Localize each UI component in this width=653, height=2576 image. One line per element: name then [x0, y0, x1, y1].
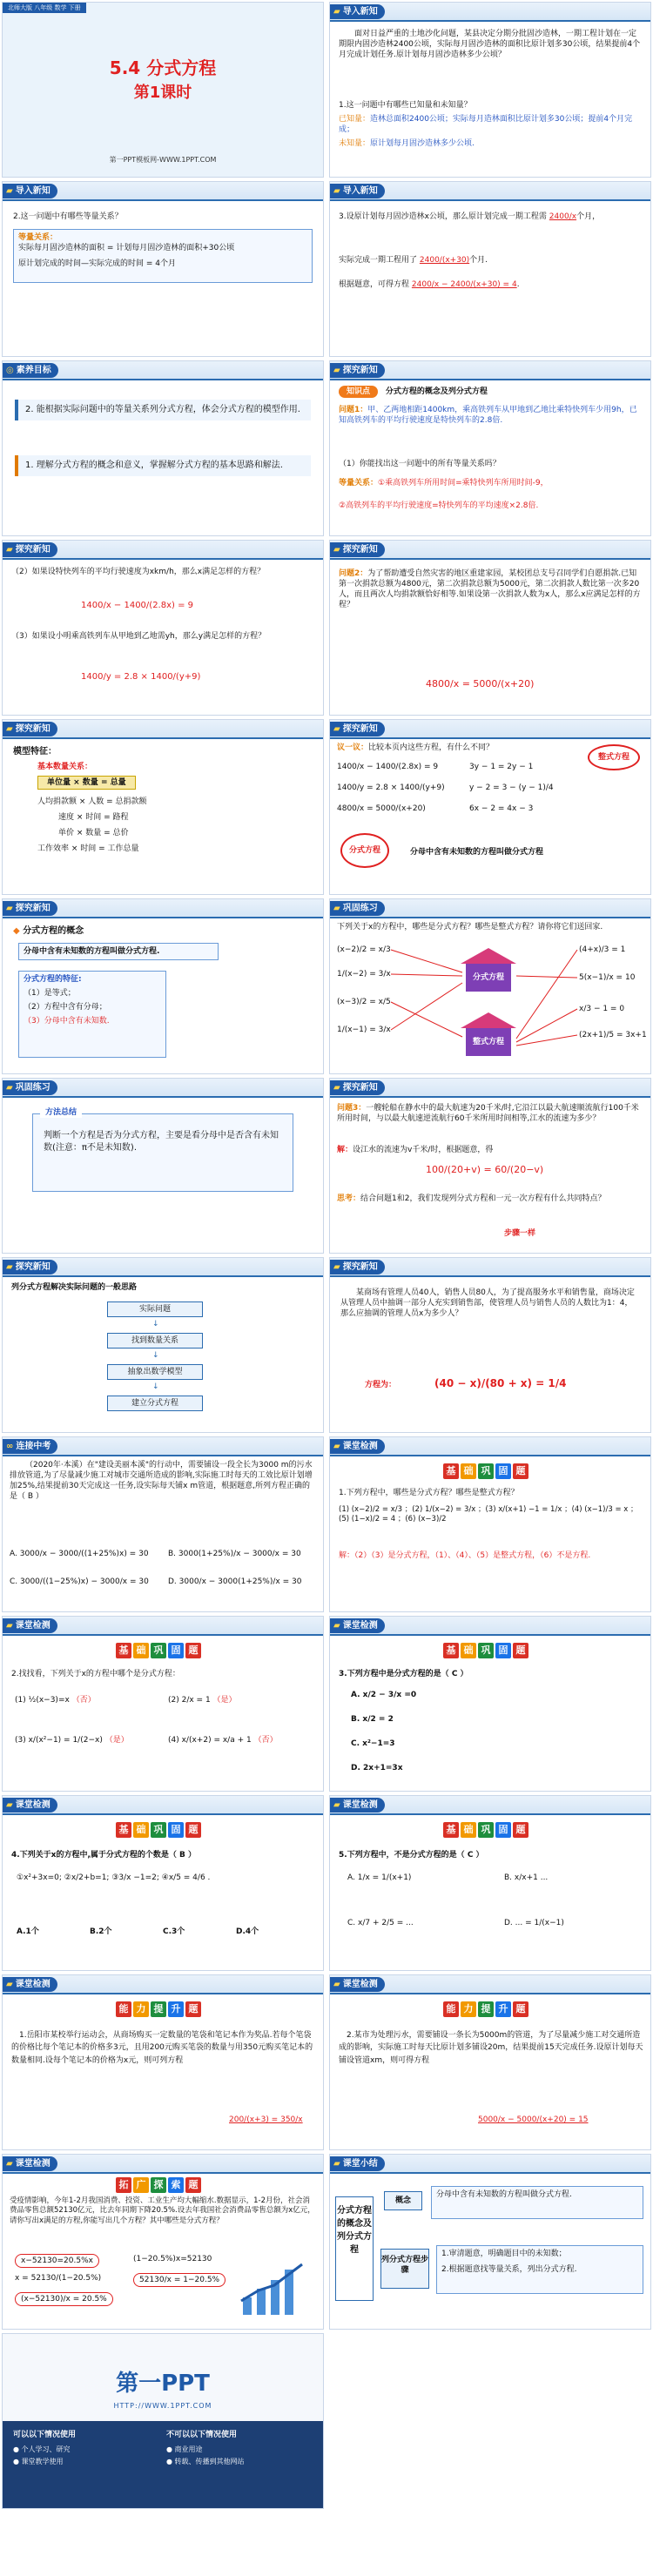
slide-header	[3, 182, 323, 201]
slide-header	[330, 720, 650, 739]
check2-mark-2: （是）	[212, 1696, 237, 1705]
section-tag-label: 课堂检测	[342, 1980, 378, 1989]
extension-eq-2: (1−20.5%)x=52130	[133, 2255, 212, 2263]
section-tag	[330, 1977, 385, 1992]
question-1: 1.这一问题中有哪些已知量和未知量？	[339, 101, 472, 110]
check1-equations: (1) (x−2)/2 = x/3 ；(2) 1/(x−2) = 3/x ；(3) x/(x+1) −1 = 1/x ；(4) (x−1)/3 = x ；(5) (1−x)/2 = 4 ；(6) (x−3)/2	[339, 1505, 638, 1524]
exam-option-a[interactable]: A. 3000/x − 3000/((1+25%)x) = 30	[10, 1550, 149, 1558]
check2-question: 2.找找看，下列关于x的方程中哪个是分式方程：	[11, 1670, 180, 1678]
section-tag	[330, 1618, 385, 1633]
problem1-text: 甲、乙两地相距1400km，乘高铁列车从甲地到乙地比乘特快列车少用9h，已知高铁列车的平均行驶速度是特快列车的2.8倍.	[339, 406, 637, 426]
slide-concept	[2, 898, 324, 1074]
goal-1: 1. 理解分式方程的概念和意义，掌握解分式方程的基本思路和解法.	[15, 455, 311, 476]
model-title: 模型特征：	[13, 747, 57, 757]
section-tag-label: 课堂检测	[15, 1800, 50, 1810]
section-tag	[3, 1977, 57, 1992]
section-tag-label: 探究新知	[342, 1262, 378, 1272]
goal-2: 2. 能根据实际问题中的等量关系列分式方程，体会分式方程的模型作用.	[15, 400, 311, 420]
exam-option-d[interactable]: D. 3000/x − 3000(1+25%)/x = 30	[168, 1577, 302, 1586]
relation-2: 速度 × 时间 = 路程	[58, 813, 129, 822]
slide-header	[3, 2155, 323, 2174]
problem2-label: 问题2：	[339, 569, 368, 578]
check5-option-d[interactable]: D. ... = 1/(x−1)	[504, 1919, 564, 1927]
card-eq-8: (2x+1)/5 = 3x+1	[579, 1031, 647, 1039]
slide-header	[330, 2155, 650, 2174]
section-tag-label: 探究新知	[342, 1083, 378, 1093]
equal-relation-label: 等量关系：	[339, 479, 379, 488]
check3-option-a[interactable]: A. x/2 − 3/x =0	[351, 1691, 417, 1699]
section-tag-label: 巩固练习	[342, 904, 378, 913]
known-label: 已知量：	[339, 115, 371, 124]
solve-text: 设江水的流速为v千米/时，根据题意，得	[353, 1146, 494, 1154]
section-tag-label: 课堂检测	[342, 1800, 378, 1810]
allowed-1: ● 个人学习、研究	[13, 2445, 71, 2453]
section-tag-label: 导入新知	[342, 7, 378, 17]
level-badge: 基 础 巩 固 题	[443, 1822, 530, 1838]
check2-item-1: (1) ½(x−3)=x （否）	[15, 1696, 96, 1705]
concept-heading: 分式方程的概念	[23, 926, 84, 936]
step3-line1-end: 个月，	[576, 212, 601, 221]
check4-question: 4.下列关于x的方程中,属于分式方程的个数是（ B ）	[11, 1851, 197, 1860]
section-tag-label: 探究新知	[15, 1262, 50, 1272]
slide-practice-houses	[329, 898, 651, 1074]
unknown-text: 原计划每月固沙造林多少公顷.	[370, 139, 475, 148]
level-badge: 拓 广 探 索 题	[116, 2177, 203, 2193]
step3-line3-end: .	[516, 280, 520, 289]
slide-header	[330, 3, 650, 22]
story-text: 面对日益严重的土地沙化问题，某县决定分期分批固沙造林，一期工程计划在一定期限内固沙造林2400公顷，实际每月固沙造林的面积比原计划多30公顷，结果提前4个月完成计划任务.原计划每月固沙造林多少公顷？	[339, 30, 641, 60]
level-badge: 基 础 巩 固 题	[116, 1643, 203, 1658]
book-icon: ▰	[333, 545, 340, 555]
flow-step-3: 抽象出数学模型	[107, 1364, 203, 1380]
book-icon: ▰	[6, 724, 13, 734]
book-icon: ▰	[333, 7, 340, 17]
book-icon: ▰	[333, 1083, 340, 1093]
feature-2: （2）方程中含有分母；	[24, 1003, 107, 1012]
equal-relation-1: ①乘高铁列车所用时间=乘特快列车所用时间-9，	[378, 479, 549, 488]
check1-answer: 解：（2）（3）是分式方程，（1）、（4）、（5）是整式方程，（6）不是方程.	[339, 1551, 591, 1560]
tip-text: 步骤一样	[504, 1229, 536, 1238]
check2-mark-3: （是）	[104, 1736, 129, 1745]
section-tag	[330, 363, 385, 378]
slide-header	[3, 1258, 323, 1277]
equation-b: 1400/y = 2.8 × 1400/(y+9)	[337, 784, 445, 792]
book-icon: ▰	[6, 1800, 13, 1810]
house-fractional-label: 分式方程	[466, 964, 511, 992]
definition-note: 分母中含有未知数的方程叫做分式方程	[410, 848, 544, 857]
extension-text: 受疫情影响，今年1-2月我国消费、投资、工业生产均大幅缩水.数据显示，1-2月份，社会消费品零售总额52130亿元，比去年同期下降20.5%.设去年我国社会消费品零售总额为x亿元，请你写出x满足的方程,你能写出几个方程？其中哪些是分式方程？	[10, 2196, 315, 2225]
link-icon: ∞	[6, 1442, 14, 1451]
section-tag-label: 探究新知	[15, 904, 50, 913]
slide-header	[3, 541, 323, 560]
section-tag-label: 探究新知	[15, 724, 50, 734]
discuss-text: 比较本页内这些方程，有什么不同？	[368, 743, 495, 752]
slide-header	[330, 361, 650, 380]
summary-side-label: 分式方程的概念及列分式方程	[335, 2196, 374, 2301]
question-2: 2.这一问题中有哪些等量关系？	[13, 212, 123, 221]
check5-option-c[interactable]: C. x/7 + 2/5 = ...	[347, 1919, 414, 1927]
card-eq-3: (x−3)/2 = x/5	[337, 998, 391, 1006]
slide-explore-4	[329, 1078, 651, 1254]
mall-equation: (40 − x)/(80 + x) = 1/4	[434, 1377, 567, 1389]
section-tag	[330, 1080, 385, 1095]
card-eq-5: (4+x)/3 = 1	[579, 945, 626, 954]
slide-explore-2	[2, 540, 324, 716]
slide-flowchart	[2, 1257, 324, 1433]
slide-header	[330, 1258, 650, 1277]
think-text: 结合问题1和2，我们发现列分式方程和一元一次方程有什么共同特点？	[360, 1194, 606, 1203]
ability1-equation: 200/(x+3) = 350/x	[229, 2115, 303, 2124]
extension-eq-1: x−52130=20.5%x	[15, 2254, 99, 2268]
card-eq-6: 5(x−1)/x = 10	[579, 973, 636, 982]
section-tag-label: 素养目标	[16, 366, 51, 375]
problem3-text: 一艘轮船在静水中的最大航速为20千米/时,它沿江以最大航速顺流航行100千米所用时间，与以最大航速逆流航行60千米所用时间相等,江水的流速为多少？	[337, 1104, 639, 1124]
section-tag-label: 巩固练习	[15, 1083, 50, 1093]
step3-line1: 3.设原计划每月固沙造林x公顷，那么原计划完成一期工程需	[339, 212, 547, 221]
problem3-label: 问题3：	[337, 1104, 367, 1113]
check2-item-3: (3) x/(x²−1) = 1/(2−x) （是）	[15, 1736, 129, 1745]
section-tag-label: 导入新知	[15, 186, 50, 196]
section-tag-label: 课堂检测	[342, 1621, 378, 1631]
flow-heading: 列分式方程解决实际问题的一般思路	[11, 1283, 138, 1292]
slide-check-3	[329, 1616, 651, 1792]
book-icon: ▰	[333, 724, 340, 734]
slide-header	[330, 1975, 650, 1994]
equal-relation-1: 实际每月固沙造林的面积 = 计划每月固沙造林的面积+30公顷	[18, 244, 235, 253]
slide-ability-2	[329, 1974, 651, 2150]
slide-intro-3	[329, 181, 651, 357]
brand-url[interactable]: HTTP://WWW.1PPT.COM	[113, 2402, 212, 2410]
slide-check-5	[329, 1795, 651, 1971]
unknown-label: 未知量：	[339, 139, 371, 148]
slide-header	[3, 1617, 323, 1636]
equation-a: 1400/x − 1400/(2.8x) = 9	[337, 763, 439, 771]
card-eq-2: 1/(x−2) = 3/x	[337, 970, 391, 979]
feature-title: 分式方程的特征:	[24, 975, 82, 984]
relation-1: 人均捐款额 × 人数 = 总捐款额	[37, 797, 147, 806]
slide-explore-1	[329, 360, 651, 536]
slide-header	[3, 1437, 323, 1456]
knowledge-point-title: 分式方程的概念及列分式方程	[385, 387, 488, 396]
book-icon: ▰	[333, 2159, 340, 2169]
check5-option-b[interactable]: B. x/x+1 ...	[504, 1873, 549, 1882]
book-icon: ▰	[6, 904, 13, 913]
card-eq-1: (x−2)/2 = x/3	[337, 945, 391, 954]
house-polynomial-label: 整式方程	[466, 1028, 511, 1056]
section-tag	[3, 1618, 57, 1633]
ability1-text: 1.岳阳市某校举行运动会，从商场购买一定数量的笔袋和笔记本作为奖品.若每个笔袋的价格比每个笔记本的价格多3元，且用200元购买笔袋的数量与用350元购买笔记本的数量相同.设每个笔记本的价格为x元，则可列方程	[11, 2031, 313, 2065]
summary-step-2: 2.根据题意找等量关系，列出分式方程.	[441, 2265, 577, 2275]
section-tag	[3, 1798, 57, 1813]
section-tag-label: 课堂检测	[15, 1621, 50, 1631]
summary-steps-label: 列分式方程步骤	[380, 2249, 429, 2289]
relation-3: 单价 × 数量 = 总价	[58, 829, 129, 837]
check4-option-b[interactable]: B.2个	[90, 1927, 112, 1936]
section-tag	[3, 1080, 57, 1095]
slide-header	[3, 1079, 323, 1098]
slide-compare	[329, 719, 651, 895]
allowed-2: ● 课堂教学使用	[13, 2458, 64, 2465]
growth-chart-icon	[238, 2259, 311, 2320]
exam-option-c[interactable]: C. 3000/((1−25%)x) − 3000/x = 30	[10, 1577, 149, 1586]
step3-frac2: 2400/(x+30)	[419, 256, 470, 265]
section-tag	[3, 542, 57, 557]
denied-2: ● 转载、传播到其他网站	[166, 2458, 245, 2465]
flow-step-2: 找到数量关系	[107, 1333, 203, 1349]
equation-c: 4800/x = 5000/(x+20)	[337, 804, 426, 813]
slide-ability-1	[2, 1974, 324, 2150]
section-tag-label: 连接中考	[16, 1442, 51, 1451]
slide-extension	[2, 2154, 324, 2330]
method-summary-label: 方法总结	[40, 1107, 82, 1118]
problem2-text: 为了帮助遭受自然灾害的地区重建家园，某校团总支号召同学们自愿捐款.已知第一次捐款总额为4800元，第二次捐款总额为5000元，第二次捐款人数比第一次多20人，而且两次人均捐款额恰好相等.如果设第一次捐款人数为x人，那么x应满足怎样的方程？	[339, 569, 641, 610]
section-tag	[330, 722, 385, 736]
page-title: 5.4 分式方程	[109, 57, 217, 78]
slide-header	[330, 1437, 650, 1456]
step3-equation: 2400/x − 2400/(x+30) = 4	[411, 280, 517, 289]
section-tag-label: 探究新知	[342, 366, 378, 375]
problem3-equation: 100/(20+v) = 60/(20−v)	[426, 1164, 544, 1175]
slide-header	[3, 720, 323, 739]
section-tag	[330, 4, 385, 19]
method-summary-text: 判断一个方程是否为分式方程，主要是看分母中是否含有未知数(注意：π不是未知数).	[44, 1131, 279, 1153]
check5-question: 5.下列方程中，不是分式方程的是（ C ）	[339, 1851, 484, 1860]
slide-model	[2, 719, 324, 895]
level-badge: 能 力 提 升 题	[116, 2001, 203, 2017]
denied-1: ● 商业用途	[166, 2445, 203, 2453]
problem1-label: 问题1：	[339, 406, 368, 414]
equation-e: y − 2 = 3 − (y − 1)/4	[469, 784, 554, 792]
equation-2: 1400/x − 1400/(2.8x) = 9	[81, 601, 194, 610]
slide-exam	[2, 1436, 324, 1612]
denied-title: 不可以以下情况使用	[166, 2431, 238, 2439]
slide-check-4	[2, 1795, 324, 1971]
slide-title	[2, 2, 324, 178]
arrow-down-icon: ↓	[152, 1351, 159, 1360]
section-tag-label: 课堂检测	[15, 1980, 50, 1989]
section-tag-label: 探究新知	[342, 545, 378, 555]
section-tag	[3, 184, 57, 198]
check2-item-2: (2) 2/x = 1 （是）	[168, 1696, 237, 1705]
flow-step-4: 建立分式方程	[107, 1396, 203, 1411]
check4-option-a[interactable]: A.1个	[17, 1927, 39, 1936]
card-eq-7: x/3 − 1 = 0	[579, 1005, 625, 1013]
problem1-question: （1）你能找出这一问题中的所有等量关系吗？	[339, 460, 501, 468]
equal-relation-label: 等量关系：	[18, 233, 58, 242]
section-tag	[3, 1260, 57, 1275]
step3-frac1: 2400/x	[549, 212, 577, 221]
section-tag	[3, 901, 57, 916]
summary-concept-text: 分母中含有未知数的方程叫做分式方程.	[436, 2190, 572, 2199]
equation-3: 1400/y = 2.8 × 1400/(y+9)	[81, 672, 201, 682]
step3-line3: 根据题意，可得方程	[339, 280, 410, 289]
ability2-text: 2.某市为处理污水，需要铺设一条长为5000m的管道，为了尽量减少施工对交通所造成的影响，实际施工时每天比原计划多铺设20m，结果提前15天完成任务.设原计划每天铺设管道xm，则可得方程	[339, 2031, 643, 2065]
slide-header	[330, 1079, 650, 1098]
section-tag-label: 导入新知	[342, 186, 378, 196]
section-tag	[330, 1798, 385, 1813]
card-eq-4: 1/(x−1) = 3/x	[337, 1026, 391, 1034]
practice-question: 下列关于x的方程中，哪些是分式方程？哪些是整式方程？请你将它们送回家.	[337, 923, 603, 932]
book-icon: ▰	[6, 1980, 13, 1989]
slide-brand	[2, 2333, 324, 2509]
problem2-equation: 4800/x = 5000/(x+20)	[426, 678, 535, 689]
slide-header	[3, 899, 323, 918]
check3-option-b[interactable]: B. x/2 = 2	[351, 1715, 394, 1724]
check5-option-a[interactable]: A. 1/x = 1/(x+1)	[347, 1873, 412, 1882]
section-tag-label: 课堂检测	[15, 2159, 50, 2169]
bubble-polynomial-equation: 整式方程	[588, 744, 640, 770]
level-badge: 能 力 提 升 题	[443, 2001, 530, 2017]
book-icon: ▰	[333, 186, 340, 196]
slide-header	[330, 1796, 650, 1815]
known-text: 造林总面积2400公顷；实际每月造林面积比原计划多30公顷；提前4个月完成；	[339, 115, 633, 135]
book-icon: ▰	[6, 2159, 13, 2169]
section-tag	[3, 1439, 57, 1454]
relation-title: 基本数量关系：	[37, 763, 93, 771]
section-tag	[330, 1439, 385, 1454]
slide-header	[3, 1975, 323, 1994]
section-tag-label: 课堂小结	[342, 2159, 378, 2169]
summary-concept-label: 概念	[384, 2191, 422, 2210]
ability2-equation: 5000/x − 5000/(x+20) = 15	[478, 2115, 589, 2124]
feature-3: （3）分母中含有未知数.	[24, 1017, 110, 1026]
check2-mark-1: （否）	[71, 1696, 96, 1705]
brand-logo: 第一PPT	[116, 2371, 210, 2397]
slide-explore-5	[329, 1257, 651, 1433]
arrow-down-icon: ↓	[152, 1382, 159, 1391]
slide-explore-3	[329, 540, 651, 716]
book-icon: ▰	[333, 904, 340, 913]
equal-relation-2: ②高铁列车的平均行驶速度=特快列车的平均速度×2.8倍.	[339, 501, 539, 510]
watermark-text: 第一PPT模板网-WWW.1PPT.COM	[109, 156, 217, 164]
extension-eq-4: (x−52130)/x = 20.5%	[15, 2292, 113, 2306]
extension-eq-5: 52130/x = 1−20.5%	[133, 2273, 226, 2287]
arrow-down-icon: ↓	[152, 1320, 159, 1328]
check3-option-d[interactable]: D. 2x+1=3x	[351, 1764, 403, 1772]
think-label: 思考：	[337, 1194, 361, 1203]
slide-check-2	[2, 1616, 324, 1792]
target-icon: ◎	[6, 366, 14, 375]
check4-option-d[interactable]: D.4个	[236, 1927, 259, 1936]
book-icon: ▰	[6, 1083, 13, 1093]
slide-header	[330, 182, 650, 201]
feature-1: （1）是等式；	[24, 989, 76, 999]
slide-header	[3, 361, 323, 380]
slide-goals	[2, 360, 324, 536]
check3-option-c[interactable]: C. x²−1=3	[351, 1739, 395, 1748]
knowledge-point-badge: 知识点	[339, 386, 378, 398]
section-tag	[330, 542, 385, 557]
slide-method-summary	[2, 1078, 324, 1254]
book-icon: ▰	[333, 1980, 340, 1989]
slide-header	[3, 1796, 323, 1815]
allowed-title: 可以以下情况使用	[13, 2431, 77, 2439]
slide-check-1	[329, 1436, 651, 1612]
check2-item-4: (4) x/(x+2) = x/a + 1 （否）	[168, 1736, 278, 1745]
book-icon: ▰	[6, 1621, 13, 1631]
page-subtitle: 第1课时	[133, 84, 192, 102]
section-tag	[330, 1260, 385, 1275]
question-3: （3）如果设小明乘高铁列车从甲地到乙地需yh，那么y满足怎样的方程？	[11, 632, 266, 641]
equation-d: 3y − 1 = 2y − 1	[469, 763, 534, 771]
mall-problem-text: 某商场有管理人员40人，销售人员80人，为了提高服务水平和销售量，商场决定从管理人员中抽调一部分人充实到销售部，使管理人员与销售人员的人数比为1：4，那么应抽调的管理人员x为多少人？	[340, 1288, 635, 1319]
concept-definition: 分母中含有未知数的方程叫做分式方程.	[18, 943, 219, 960]
flow-step-1: 实际问题	[107, 1301, 203, 1317]
extension-eq-3: x = 52130/(1−20.5%)	[15, 2274, 102, 2283]
level-badge: 基 础 巩 固 题	[116, 1822, 203, 1838]
check4-option-c[interactable]: C.3个	[163, 1927, 185, 1936]
level-badge: 基 础 巩 固 题	[443, 1463, 530, 1479]
step3-line2-end: 个月.	[469, 256, 488, 265]
summary-step-1: 1.审清题意，明确题目中的未知数；	[441, 2250, 567, 2258]
slide-summary	[329, 2154, 651, 2330]
exam-question-text: （2020年·本溪）在"建设美丽本溪"的行动中，需要铺设一段全长为3000 m的污水排放管道,为了尽量减少施工对城市交通所造成的影响,实际施工时每天的工效比原计划增加25%,结果提前30天完成这一任务,设实际每天铺x m管道，根据题意,所列方程正确的是（ B ）	[10, 1461, 313, 1502]
equation-label: 方程为：	[365, 1381, 397, 1389]
question-2: （2）如果设特快列车的平均行驶速度为xkm/h，那么x满足怎样的方程？	[11, 568, 266, 576]
section-tag	[3, 2156, 57, 2171]
core-formula: 单位量 × 数量 = 总量	[37, 776, 136, 790]
step3-line2: 实际完成一期工程用了	[339, 256, 418, 265]
book-icon: ▰	[333, 1442, 340, 1451]
relation-4: 工作效率 × 时间 = 工作总量	[37, 844, 139, 853]
check2-mark-4: （否）	[253, 1736, 278, 1745]
discuss-label: 议一议：	[337, 743, 369, 752]
book-icon: ▰	[333, 1800, 340, 1810]
solve-label: 解：	[337, 1146, 353, 1154]
check1-question: 1.下列方程中，哪些是分式方程？哪些是整式方程？	[339, 1489, 519, 1497]
book-icon: ▰	[333, 366, 340, 375]
slide-header	[330, 1617, 650, 1636]
check3-question: 3.下列方程中是分式方程的是（ C ）	[339, 1670, 468, 1678]
section-tag-label: 探究新知	[15, 545, 50, 555]
series-label: 北师大版 八年级 数学 下册	[3, 3, 86, 13]
section-tag	[330, 2156, 385, 2171]
exam-option-b[interactable]: B. 3000(1+25%)/x − 3000/x = 30	[168, 1550, 301, 1558]
level-badge: 基 础 巩 固 题	[443, 1643, 530, 1658]
book-icon: ▰	[333, 1621, 340, 1631]
equation-f: 6x − 2 = 4x − 3	[469, 804, 534, 813]
section-tag	[3, 363, 58, 378]
book-icon: ▰	[6, 545, 13, 555]
slide-intro-1	[329, 2, 651, 178]
slide-header	[330, 541, 650, 560]
connector-lines	[330, 899, 651, 1074]
book-icon: ▰	[333, 1262, 340, 1272]
bubble-fractional-equation: 分式方程	[340, 833, 389, 868]
section-tag-label: 探究新知	[342, 724, 378, 734]
section-tag-label: 课堂检测	[342, 1442, 378, 1451]
book-icon: ▰	[6, 186, 13, 196]
slide-intro-2	[2, 181, 324, 357]
check4-items: ①x²+3x=0; ②x/2+b=1; ③3/x −1=2; ④x/5 = 4/6 .	[17, 1873, 211, 1882]
section-tag	[3, 722, 57, 736]
equal-relation-2: 原计划完成的时间—实际完成的时间 = 4个月	[18, 259, 176, 269]
pin-icon: ◆	[13, 926, 20, 936]
section-tag	[330, 184, 385, 198]
book-icon: ▰	[6, 1262, 13, 1272]
